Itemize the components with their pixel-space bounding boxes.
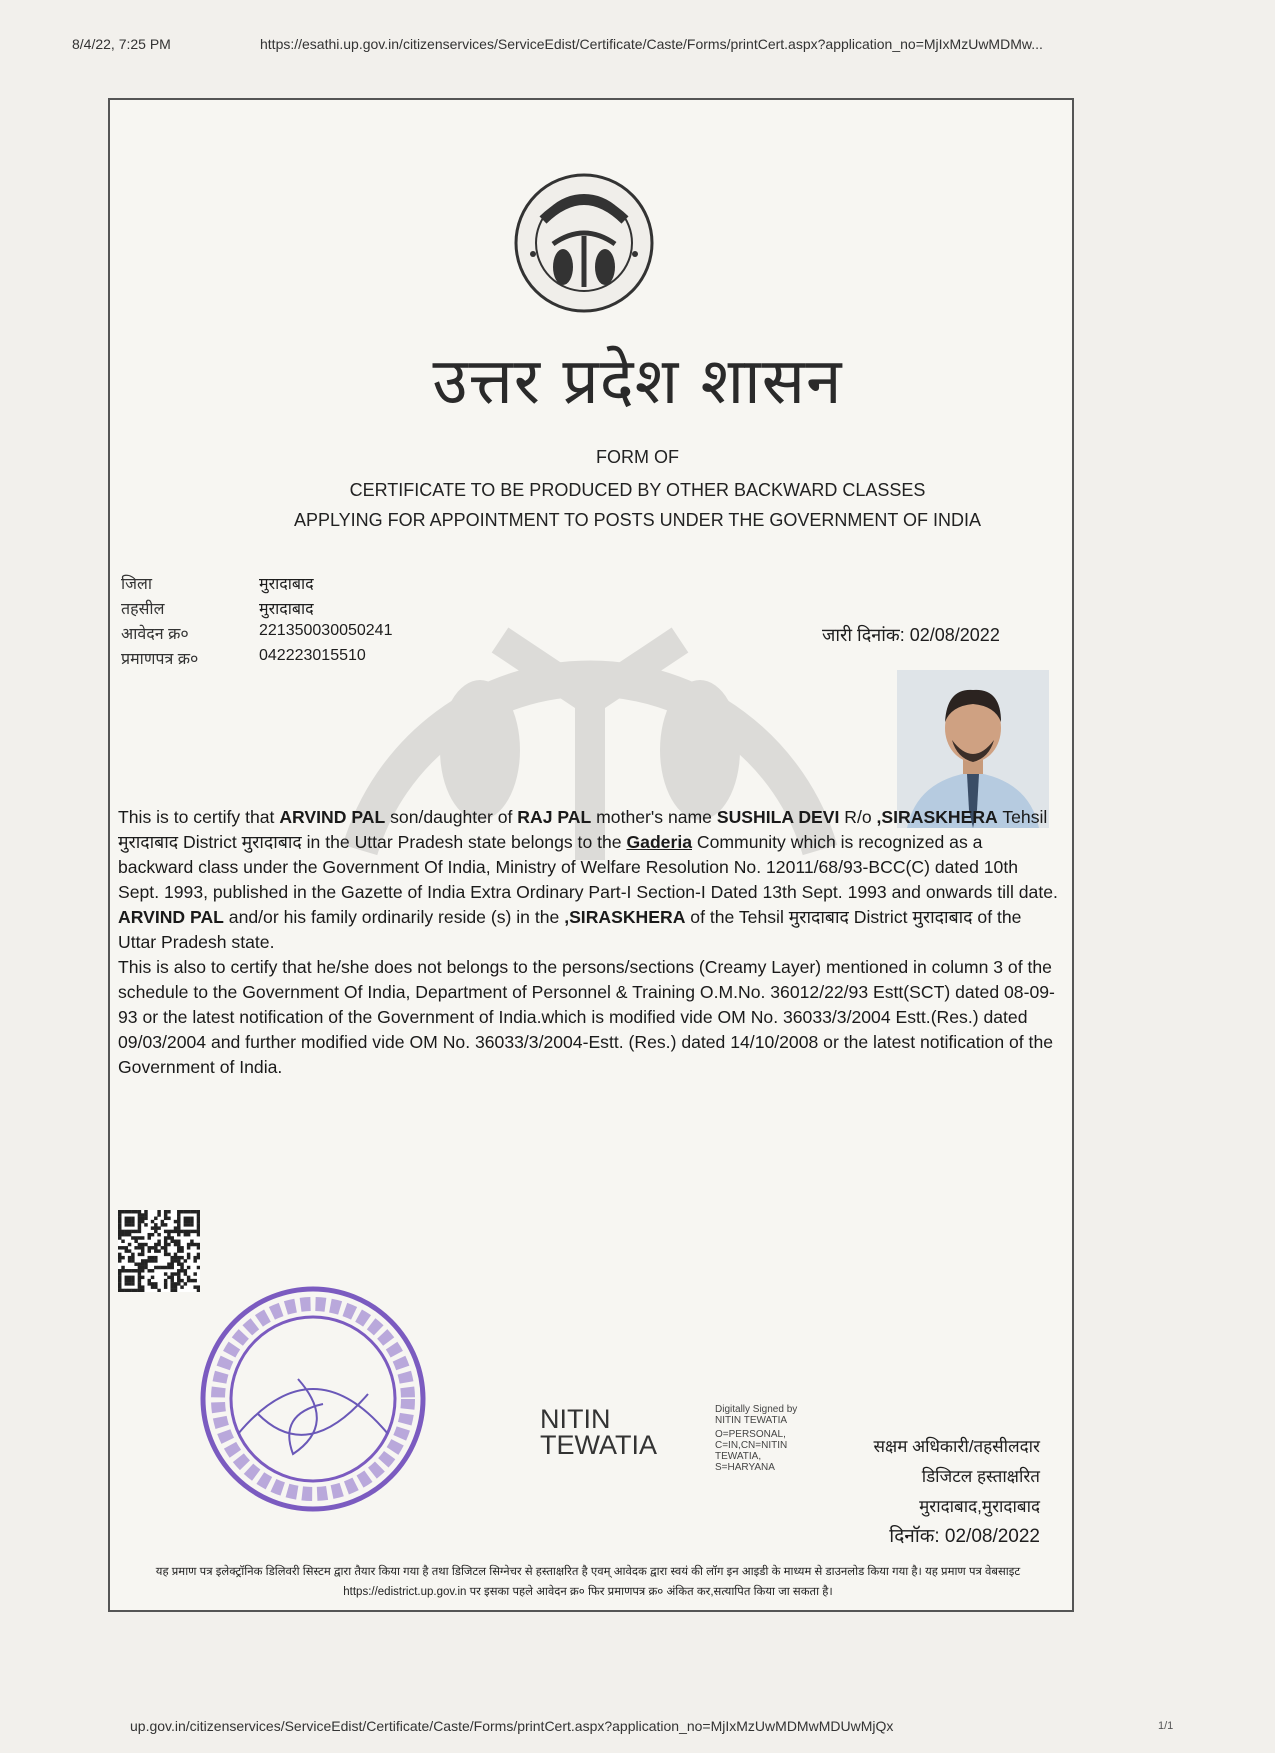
authority-date: दिनॉक: 02/08/2022 bbox=[889, 1526, 1040, 1547]
issue-date: जारी दिनांक: 02/08/2022 bbox=[822, 625, 1000, 645]
signature-detail: NITIN TEWATIA bbox=[715, 1415, 788, 1426]
signature-detail: S=HARYANA bbox=[715, 1462, 775, 1473]
certification-paragraph bbox=[118, 805, 1058, 905]
print-url: https://esathi.up.gov.in/citizenservices/ServiceEdist/Certificate/Caste/Forms/printCert.aspx?application_no=MjIxMzUwMDMw... bbox=[260, 36, 1043, 52]
text-segment: mother's name bbox=[591, 807, 717, 827]
village-name: ,SIRASKHERA bbox=[564, 907, 686, 927]
official-seal bbox=[198, 1284, 428, 1514]
authority-designation: सक्षम अधिकारी/तहसीलदार bbox=[873, 1437, 1040, 1456]
meta-value: 221350030050241 bbox=[259, 622, 393, 639]
verification-note: यह प्रमाण पत्र इलेक्ट्रॉनिक डिलिवरी सिस्टम द्वारा तैयार किया गया है तथा डिजिटल सिग्नेचर से हस्ताक्षरित है एवम् आवेदक द्वारा स्वयं की लॉग इन आइडी के माध्यम से डाउनलोड किया गया है। यह प्रमाण पत्र वेबसाइट https://edistrict.up.gov.in पर इसका पहले आवेदन क्र० फिर प्रमाणपत्र क्र० अंकित कर,सत्यापित किया जा सकता है। bbox=[155, 1566, 1021, 1598]
text-segment: This is to certify that bbox=[118, 807, 280, 827]
signature-detail: TEWATIA, bbox=[715, 1451, 762, 1462]
digital-signature bbox=[540, 1404, 798, 1494]
signature-detail: O=PERSONAL, bbox=[715, 1429, 786, 1440]
mother-name: SUSHILA DEVI bbox=[716, 807, 840, 827]
meta-label: तहसील bbox=[121, 601, 165, 618]
signer-first-name: NITIN bbox=[540, 1404, 611, 1434]
form-heading-line3: APPLYING FOR APPOINTMENT TO POSTS UNDER THE GOVERNMENT OF INDIA bbox=[293, 510, 982, 530]
authority-digital-signed: डिजिटल हस्ताक्षरित bbox=[921, 1467, 1040, 1486]
issuing-authority-title: उत्तर प्रदेश शासन bbox=[432, 345, 843, 419]
meta-value: मुरादाबाद bbox=[259, 601, 314, 618]
form-heading-line2: CERTIFICATE TO BE PRODUCED BY OTHER BACKWARD CLASSES bbox=[349, 480, 926, 500]
qr-code bbox=[118, 1210, 200, 1292]
applicant-name: ARVIND PAL bbox=[279, 807, 386, 827]
applicant-name: ARVIND PAL bbox=[118, 907, 224, 927]
text-segment: R/o bbox=[839, 807, 877, 827]
meta-label: प्रमाणपत्र क्र० bbox=[121, 651, 199, 668]
meta-label: आवेदन क्र० bbox=[121, 626, 189, 643]
text-segment: Tehsil मुरादाबाद District मुरादाबाद in the Uttar Pradesh state belongs to the bbox=[118, 807, 1048, 852]
text-segment: Community which is recognized as a backward class under the Government Of India, Ministry of Welfare Resolution No. 12011/68/93-BCC(C) dated 10th Sept. 1993, published in the Gazette of India Extra Ordinary Part-I Section-I Dated 13th Sept. 1993 and onwards till date. bbox=[118, 832, 1058, 902]
village-name: ,SIRASKHERA bbox=[876, 807, 998, 827]
up-state-emblem bbox=[513, 172, 655, 314]
print-timestamp: 8/4/22, 7:25 PM bbox=[72, 36, 171, 52]
browser-print-header bbox=[72, 36, 1215, 60]
meta-label: जिला bbox=[121, 576, 153, 593]
residence-paragraph bbox=[118, 905, 1058, 955]
meta-value: 042223015510 bbox=[259, 647, 366, 664]
print-page-number: 1/1 bbox=[1158, 1720, 1174, 1732]
father-name: RAJ PAL bbox=[517, 807, 592, 827]
text-segment: of the Tehsil मुरादाबाद District मुरादाबाद of the Uttar Pradesh state. bbox=[118, 907, 1022, 952]
print-footer-url: up.gov.in/citizenservices/ServiceEdist/Certificate/Caste/Forms/printCert.aspx?application_no=MjIxMzUwMDMwMDUwMjQx bbox=[130, 1718, 894, 1734]
text-segment: son/daughter of bbox=[385, 807, 518, 827]
creamy-layer-paragraph: This is also to certify that he/she does not belongs to the persons/sections (Creamy Layer) mentioned in column 3 of the schedule to the Government Of India, Department of Personnel & Training O.M.No. 36012/22/93 Estt(SCT) dated 08-09-93 or the latest notification of the Government of India.which is modified vide OM No. 36033/3/2004 Estt.(Res.) dated 09/03/2004 and further modified vide OM No. 36033/3/2004-Estt. (Res.) dated 14/10/2008 or the latest notification of the Government of India. bbox=[118, 957, 1055, 1077]
meta-value: मुरादाबाद bbox=[259, 576, 314, 593]
form-heading: FORM OF bbox=[596, 447, 679, 467]
caste-name: Gaderia bbox=[626, 832, 692, 852]
signature-detail: Digitally Signed by bbox=[715, 1404, 798, 1415]
text-segment: and/or his family ordinarily reside (s) in the bbox=[223, 907, 565, 927]
signature-detail: C=IN,CN=NITIN bbox=[715, 1440, 788, 1451]
signer-last-name: TEWATIA bbox=[540, 1430, 657, 1460]
issuing-authority bbox=[760, 1432, 1040, 1552]
authority-location: मुरादाबाद,मुरादाबाद bbox=[919, 1497, 1040, 1516]
certificate-body bbox=[118, 805, 1058, 1080]
